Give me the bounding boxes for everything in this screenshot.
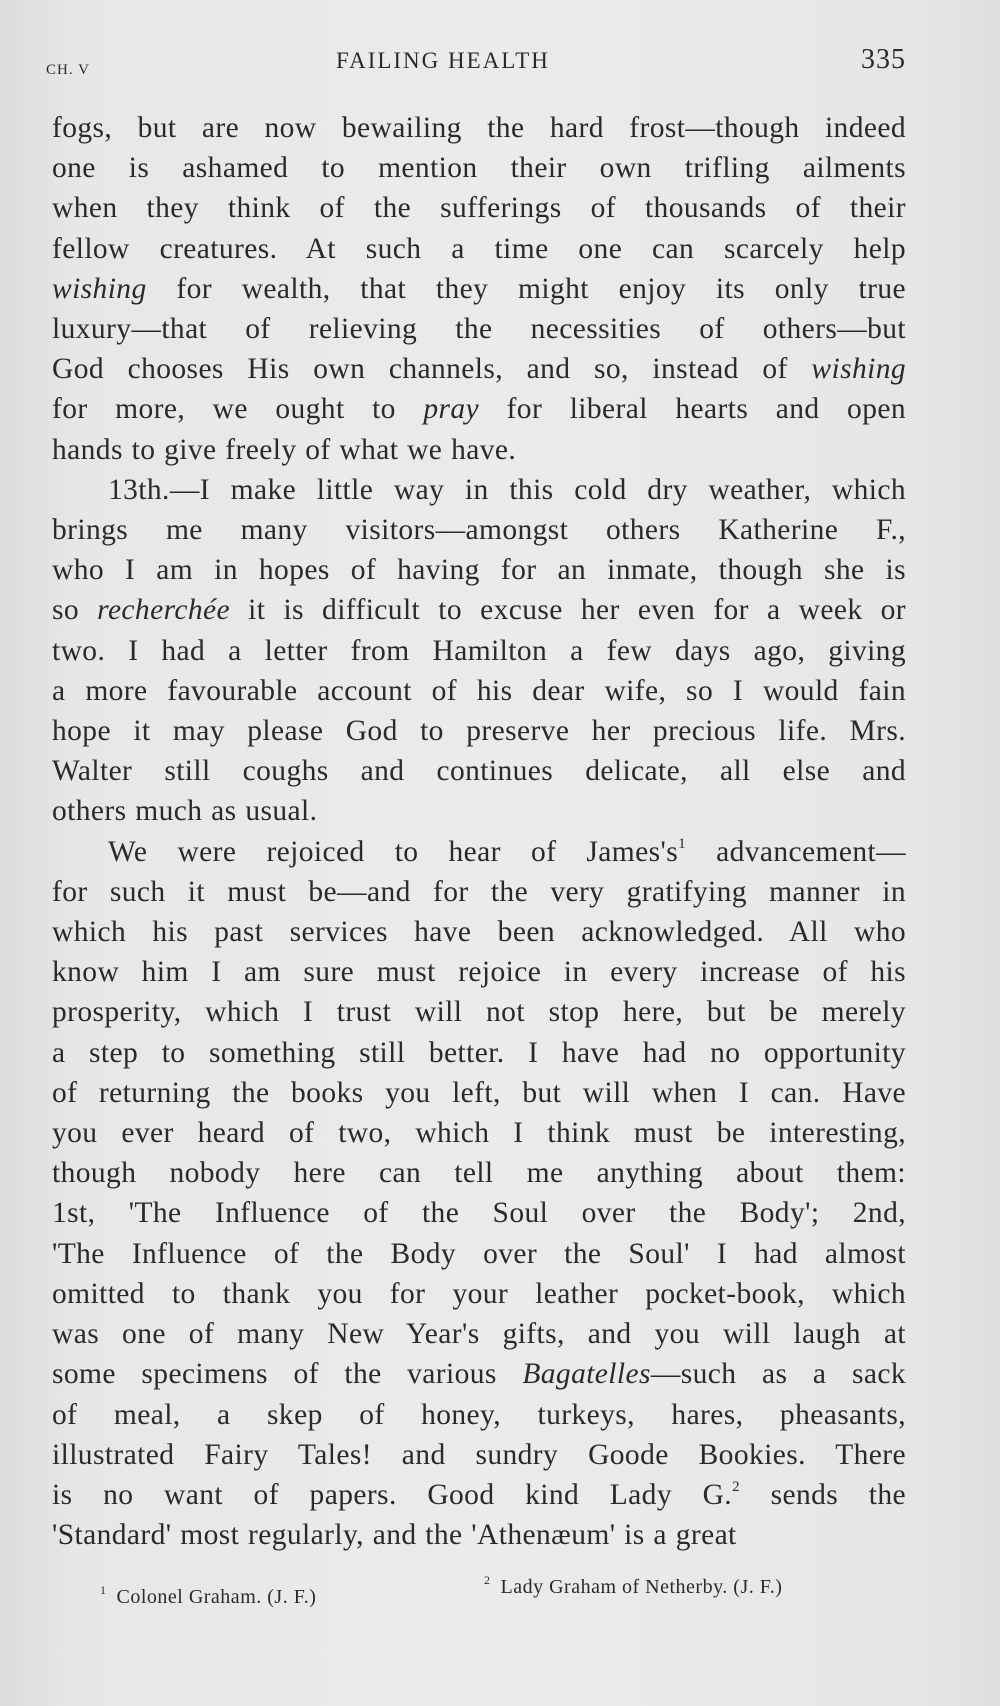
text-line: of returning the books you left, but will when I can. Have (52, 1076, 906, 1109)
text-line: is no want of papers. Good kind Lady G.$^2$ sends the (52, 1478, 907, 1511)
text-line: you ever heard of two, which I think must be interesting, (52, 1117, 906, 1150)
text-line: some specimens of the various Bagatelles—such as a sack (52, 1358, 906, 1391)
footnote (100, 1583, 317, 1609)
footnote-text: Lady Graham of Netherby. (J. F.) (500, 1576, 783, 1598)
text-line: know him I am sure must rejoice in every increase of his (52, 956, 906, 989)
text-line: fogs, but are now bewailing the hard frost—though indeed (52, 112, 906, 144)
footnote (484, 1573, 783, 1599)
running-header (46, 44, 906, 84)
text-line: fellow creatures. At such a time one can scarcely help (52, 232, 906, 265)
text-line: of meal, a skep of honey, turkeys, hares, pheasants, (52, 1398, 906, 1431)
text-line: which his past services have been acknowledged. All who (52, 916, 906, 949)
page-number: 335 (861, 44, 906, 75)
text-line: 13th.—I make little way in this cold dry weather, which (108, 473, 906, 506)
text-line: others much as usual. (52, 795, 318, 828)
footnote-text: Colonel Graham. (J. F.) (116, 1586, 317, 1608)
text-line: luxury—that of relieving the necessities of others—but (52, 313, 906, 346)
text-line: hands to give freely of what we have. (52, 433, 517, 466)
text-line: though nobody here can tell me anything about them: (52, 1157, 906, 1190)
text-line: hope it may please God to preserve her precious life. Mrs. (52, 715, 906, 748)
text-line: was one of many New Year's gifts, and you will laugh at (52, 1318, 906, 1351)
text-line: for more, we ought to pray for liberal hearts and open (52, 393, 906, 426)
footnote-mark: 2 (484, 1573, 491, 1587)
paragraph (52, 832, 906, 1556)
text-line: brings me many visitors—amongst others Katherine F., (52, 514, 906, 547)
text-line: wishing for wealth, that they might enjoy its only true (52, 272, 906, 305)
text-line: illustrated Fairy Tales! and sundry Goode Bookies. There (52, 1438, 906, 1471)
footnote-mark: 1 (100, 1583, 107, 1597)
text-line: a step to something still better. I have had no opportunity (52, 1036, 906, 1069)
text-line: 'Standard' most regularly, and the 'Athenæum' is a great (52, 1519, 737, 1552)
body-text (52, 108, 906, 1555)
text-line: a more favourable account of his dear wife, so I would fain (52, 674, 906, 707)
chapter-label: CH. V (46, 62, 90, 78)
text-line: 1st, 'The Influence of the Soul over the Body'; 2nd, (52, 1197, 906, 1230)
text-line: We were rejoiced to hear of $James's^1$ advancement— (108, 835, 906, 868)
text-line: when they think of the sufferings of thousands of their (52, 192, 906, 225)
text-line: for such it must be—and for the very gratifying manner in (52, 875, 906, 908)
text-line: prosperity, which I trust will not stop here, but be merely (52, 996, 906, 1029)
text-line: 'The Influence of the Body over the Soul' I had almost (52, 1237, 906, 1270)
text-line: two. I had a letter from Hamilton a few days ago, giving (52, 634, 906, 667)
text-line: who I am in hopes of having for an inmate, though she is (52, 554, 906, 587)
text-line: God chooses His own channels, and so, instead of wishing (52, 353, 906, 386)
text-line: so recherchée it is difficult to excuse her even for a week or (52, 594, 906, 627)
text-line: one is ashamed to mention their own trifling ailments (52, 152, 906, 185)
text-line: Walter still coughs and continues delicate, all else and (52, 755, 906, 788)
text-line: omitted to thank you for your leather pocket-book, which (52, 1277, 906, 1310)
running-title: FAILING HEALTH (336, 48, 550, 73)
paragraph (52, 470, 906, 832)
paragraph (52, 108, 906, 470)
